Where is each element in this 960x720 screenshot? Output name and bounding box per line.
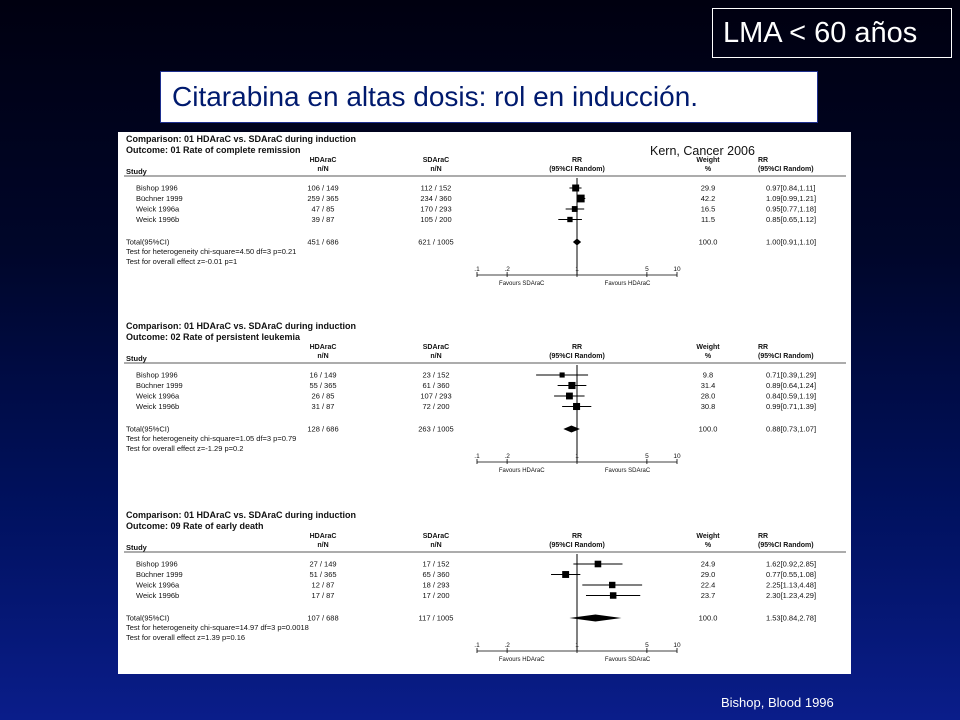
plot1-tick-label-5: 10: [673, 266, 681, 273]
forest-plot-figure: [118, 132, 851, 674]
plot3-study-1-ci: 1.62[0.92,2.85]: [766, 559, 817, 569]
plot3-total-weight: 100.0: [698, 613, 718, 623]
plot2-overall-effect-text: Test for overall effect z=-1.29 p=0.2: [126, 444, 244, 453]
plot1-col-rr-unit: (95%CI Random): [549, 166, 605, 173]
plot3-study-4-point: [610, 592, 616, 598]
plot2-study-2-point: [568, 382, 575, 389]
plot2-outcome-label: Outcome: 02 Rate of persistent leukemia: [126, 332, 301, 342]
plot2-favours-left: Favours HDAraC: [498, 468, 545, 474]
plot1-study-3-sd: 170 / 293: [420, 204, 452, 214]
plot1-col-sd-unit: n/N: [430, 166, 442, 173]
plot1-col-hd-unit: n/N: [317, 166, 329, 173]
plot1-heterogeneity-text: Test for heterogeneity chi-square=4.50 df=3 p=0.21: [126, 247, 297, 256]
plot1-study-1-sd: 112 / 152: [420, 183, 452, 193]
plot1-col-sd-header: SDAraC: [422, 157, 450, 164]
plot3-outcome-label: Outcome: 09 Rate of early death: [126, 521, 264, 531]
plot3-comparison-label: Comparison: 01 HDAraC vs. SDAraC during induction: [126, 510, 357, 520]
plot2-study-3-name: Weick 1996a: [136, 391, 180, 401]
plot1-tick-label-1: .1: [474, 266, 480, 273]
plot2-total-sd: 263 / 1005: [418, 424, 454, 434]
plot2-total-name: Total(95%CI): [126, 424, 170, 434]
plot3-favours-left: Favours HDAraC: [498, 657, 545, 663]
plot3-col-rrci-header: RR: [758, 533, 769, 540]
plot3-study-4-sd: 17 / 200: [422, 591, 450, 600]
plot3-study-3-point: [609, 582, 615, 588]
plot3-overall-effect-text: Test for overall effect z=1.39 p=0.16: [126, 633, 246, 642]
plot3-tick-label-1: .1: [474, 642, 480, 649]
plot1-study-4-point: [567, 217, 572, 222]
plot1-overall-effect-text: Test for overall effect z=-0.01 p=1: [126, 257, 238, 266]
plot1-study-3-hd: 47 / 85: [311, 204, 335, 214]
plot1-study-4-ci: 0.85[0.65,1.12]: [766, 215, 817, 224]
plot2-study-4-sd: 72 / 200: [422, 402, 450, 411]
plot3-total-ci: 1.53[0.84,2.78]: [766, 613, 817, 623]
plot2-study-2-name: Büchner 1999: [136, 381, 183, 390]
plot1-study-1-ci: 0.97[0.84,1.11]: [766, 183, 816, 193]
plot3-tick-label-4: 5: [645, 642, 649, 649]
plot2-col-hd-unit: n/N: [317, 353, 329, 360]
plot2-study-2-ci: 0.89[0.64,1.24]: [766, 381, 817, 390]
plot2-study-3-ci: 0.84[0.59,1.19]: [766, 391, 817, 401]
plot1-total-sd: 621 / 1005: [418, 237, 454, 247]
plot1-study-4-weight: 11.5: [700, 215, 716, 224]
plot1-study-3-name: Weick 1996a: [136, 204, 180, 214]
plot3-study-1-name: Bishop 1996: [136, 559, 178, 569]
plot1-total-name: Total(95%CI): [126, 237, 170, 247]
plot2-study-2-hd: 55 / 365: [309, 381, 337, 390]
plot3-col-study-header: Study: [126, 543, 147, 552]
plot1-study-4-hd: 39 / 87: [311, 215, 335, 224]
plot3-study-3-sd: 18 / 293: [422, 580, 450, 590]
plot1-total-diamond: [573, 239, 581, 246]
plot2-total-weight: 100.0: [698, 424, 718, 434]
plot1-study-3-weight: 16.5: [700, 204, 716, 214]
plot3-study-2-weight: 29.0: [700, 570, 716, 579]
source-citation: Bishop, Blood 1996: [721, 695, 834, 710]
plot2-study-3-weight: 28.0: [700, 391, 716, 401]
plot1-study-2-hd: 259 / 365: [307, 194, 339, 203]
plot3-tick-label-2: .2: [504, 642, 510, 649]
plot2-col-sd-header: SDAraC: [422, 344, 450, 351]
plot1-total-ci: 1.00[0.91,1.10]: [766, 237, 817, 247]
plot3-study-3-ci: 2.25[1.13,4.48]: [766, 580, 817, 590]
plot3-study-1-sd: 17 / 152: [422, 559, 450, 569]
plot3-col-rrci-unit: (95%CI Random): [758, 542, 814, 549]
plot1-favours-left: Favours SDAraC: [499, 281, 545, 287]
plot1-study-1-weight: 29.9: [700, 183, 716, 193]
plot2-tick-label-4: 5: [645, 453, 649, 460]
plot1-col-weight-header: Weight: [696, 157, 720, 164]
plot2-tick-label-5: 10: [673, 453, 681, 460]
plot2-tick-label-1: .1: [474, 453, 480, 460]
plot3-study-2-ci: 0.77[0.55,1.08]: [766, 570, 817, 579]
age-group-tag: LMA < 60 años: [712, 8, 952, 58]
plot2-study-4-hd: 31 / 87: [311, 402, 335, 411]
plot2-study-2-sd: 61 / 360: [422, 381, 450, 390]
plot3-col-rr-header: RR: [571, 533, 583, 540]
plot1-study-4-sd: 105 / 200: [420, 215, 452, 224]
plot1-tick-label-2: .2: [504, 266, 510, 273]
plot1-col-study-header: Study: [126, 167, 147, 176]
plot3-col-weight-unit: %: [704, 542, 712, 549]
plot3-col-sd-header: SDAraC: [422, 533, 450, 540]
plot1-tick-label-3: 1: [575, 266, 579, 273]
plot3-study-3-name: Weick 1996a: [136, 580, 180, 590]
plot2-study-1-sd: 23 / 152: [422, 370, 450, 380]
plot2-study-1-name: Bishop 1996: [136, 370, 178, 380]
plot2-comparison-label: Comparison: 01 HDAraC vs. SDAraC during induction: [126, 321, 357, 331]
plot3-total-hd: 107 / 688: [307, 613, 339, 623]
plot3-study-2-name: Büchner 1999: [136, 570, 183, 579]
plot2-col-rrci-header: RR: [758, 344, 769, 351]
plot2-study-1-point: [560, 372, 565, 377]
plot1-study-2-sd: 234 / 360: [420, 194, 452, 203]
plot2-study-4-point: [573, 403, 580, 410]
plot3-tick-label-3: 1: [575, 642, 579, 649]
plot2-study-3-sd: 107 / 293: [420, 391, 452, 401]
plot2-col-hd-header: HDAraC: [309, 344, 337, 351]
plot1-total-hd: 451 / 686: [307, 237, 339, 247]
plot3-study-4-name: Weick 1996b: [136, 591, 180, 600]
plot1-comparison-label: Comparison: 01 HDAraC vs. SDAraC during induction: [126, 134, 357, 144]
plot2-study-3-hd: 26 / 85: [311, 391, 335, 401]
plot1-study-1-point: [572, 185, 579, 192]
plot3-tick-label-5: 10: [673, 642, 681, 649]
plot2-total-ci: 0.88[0.73,1.07]: [766, 424, 817, 434]
plot3-col-weight-header: Weight: [696, 533, 720, 540]
plot2-favours-right: Favours SDAraC: [604, 468, 651, 474]
plot2-col-rrci-unit: (95%CI Random): [758, 353, 814, 360]
plot1-total-weight: 100.0: [698, 237, 718, 247]
plot3-col-sd-unit: n/N: [430, 542, 442, 549]
plot1-study-3-ci: 0.95[0.77,1.18]: [766, 204, 817, 214]
plot1-col-rrci-unit: (95%CI Random): [758, 166, 814, 173]
plot2-total-hd: 128 / 686: [307, 424, 339, 434]
plot3-total-sd: 117 / 1005: [418, 613, 454, 623]
plot1-study-1-name: Bishop 1996: [136, 183, 178, 193]
plot1-study-4-name: Weick 1996b: [136, 215, 180, 224]
kern-citation: Kern, Cancer 2006: [650, 144, 755, 158]
plot1-col-rr-header: RR: [571, 157, 583, 164]
forest-plots: [118, 132, 851, 674]
plot1-study-2-ci: 1.09[0.99,1.21]: [766, 194, 817, 203]
plot3-favours-right: Favours SDAraC: [604, 657, 651, 663]
plot1-tick-label-4: 5: [645, 266, 649, 273]
plot2-study-4-name: Weick 1996b: [136, 402, 180, 411]
plot2-study-1-hd: 16 / 149: [309, 370, 337, 380]
plot2-heterogeneity-text: Test for heterogeneity chi-square=1.05 df=3 p=0.79: [126, 434, 297, 443]
plot3-study-2-sd: 65 / 360: [422, 570, 450, 579]
slide-title: Citarabina en altas dosis: rol en inducción.: [160, 71, 818, 123]
plot2-col-study-header: Study: [126, 354, 147, 363]
plot3-study-3-weight: 22.4: [700, 580, 716, 590]
plot3-col-hd-unit: n/N: [317, 542, 329, 549]
plot3-study-3-hd: 12 / 87: [311, 580, 335, 590]
plot2-study-3-point: [566, 393, 573, 400]
plot3-study-4-weight: 23.7: [700, 591, 716, 600]
plot2-tick-label-3: 1: [575, 453, 579, 460]
plot3-study-1-weight: 24.9: [700, 559, 716, 569]
plot1-outcome-label: Outcome: 01 Rate of complete remission: [126, 145, 301, 155]
plot1-study-3-point: [572, 206, 578, 212]
plot2-tick-label-2: .2: [504, 453, 510, 460]
plot2-study-1-ci: 0.71[0.39,1.29]: [766, 370, 817, 380]
plot3-total-name: Total(95%CI): [126, 613, 170, 623]
plot2-col-rr-header: RR: [571, 344, 583, 351]
plot3-study-1-hd: 27 / 149: [309, 559, 337, 569]
plot2-study-4-ci: 0.99[0.71,1.39]: [766, 402, 817, 411]
plot2-study-1-weight: 9.8: [702, 370, 714, 380]
plot3-col-rr-unit: (95%CI Random): [549, 542, 605, 549]
plot3-study-2-point: [562, 571, 569, 578]
plot1-col-hd-header: HDAraC: [309, 157, 337, 164]
plot1-study-2-point: [577, 195, 585, 203]
plot2-study-4-weight: 30.8: [700, 402, 716, 411]
plot3-study-4-ci: 2.30[1.23,4.29]: [766, 591, 817, 600]
plot2-col-weight-unit: %: [704, 353, 712, 360]
plot1-study-1-hd: 106 / 149: [307, 183, 339, 193]
plot3-study-4-hd: 17 / 87: [311, 591, 335, 600]
plot2-col-sd-unit: n/N: [430, 353, 442, 360]
plot1-study-2-name: Büchner 1999: [136, 194, 183, 203]
plot1-col-rrci-header: RR: [758, 157, 769, 164]
plot1-study-2-weight: 42.2: [700, 194, 716, 203]
plot3-col-hd-header: HDAraC: [309, 533, 337, 540]
plot2-study-2-weight: 31.4: [700, 381, 716, 390]
plot1-col-weight-unit: %: [704, 166, 712, 173]
plot3-study-1-point: [595, 561, 602, 568]
plot3-heterogeneity-text: Test for heterogeneity chi-square=14.97 df=3 p=0.0018: [126, 623, 309, 632]
plot3-study-2-hd: 51 / 365: [309, 570, 337, 579]
plot2-col-weight-header: Weight: [696, 344, 720, 351]
plot1-favours-right: Favours HDAraC: [604, 281, 651, 287]
plot2-col-rr-unit: (95%CI Random): [549, 353, 605, 360]
